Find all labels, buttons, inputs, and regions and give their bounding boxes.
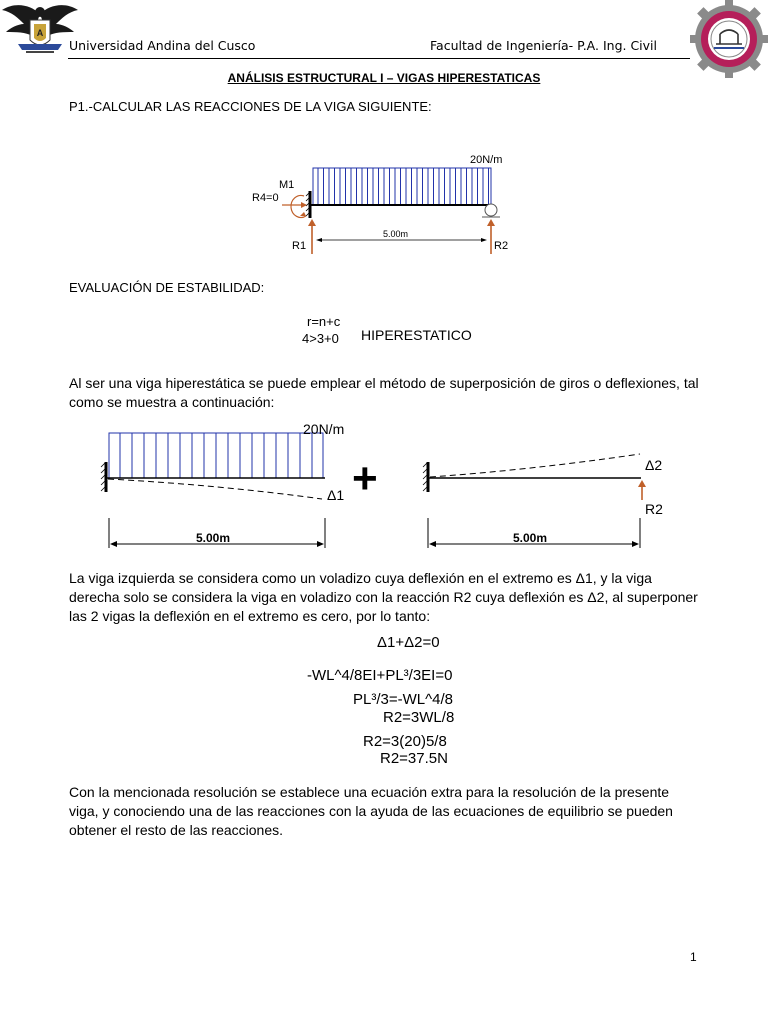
load-label: 20N/m	[470, 154, 503, 166]
moment-label: M1	[279, 179, 295, 191]
page-number: 1	[690, 950, 697, 964]
stability-formula: r=n+c	[307, 314, 341, 329]
r2-label: R2	[494, 240, 509, 252]
r1-label: R1	[292, 240, 307, 252]
deflection-right	[430, 454, 640, 477]
span-right-label: 5.00m	[513, 531, 548, 545]
header-faculty: Facultad de Ingeniería- P.A. Ing. Civil	[430, 38, 657, 53]
paragraph-explanation: La viga izquierda se considera como un voladizo cuya deflexión en el extremo es Δ1, y la viga derecha solo se considera la viga en voladizo con la reacción R2 cuya deflexión es Δ2, al superponer las 2 vigas la deflexión en el extremo es cero, por lo tanto:	[69, 570, 698, 624]
span-label: 5.00m	[383, 229, 409, 239]
equation-5: R2=3(20)5/8	[363, 733, 447, 750]
equation-6: R2=37.5N	[380, 750, 448, 767]
r2-label-2: R2	[645, 501, 663, 517]
stability-heading: EVALUACIÓN DE ESTABILIDAD:	[69, 280, 265, 295]
deflection-left	[108, 479, 322, 499]
page-title: ANÁLISIS ESTRUCTURAL I – VIGAS HIPERESTATICAS	[227, 71, 541, 85]
header-university: Universidad Andina del Cusco	[69, 38, 256, 53]
delta1-label: Δ1	[327, 487, 345, 503]
equation-2: -WL^4/8EI+PL³/3EI=0	[307, 667, 453, 684]
load-label-2: 20N/m	[303, 421, 345, 437]
distributed-load-left	[109, 433, 323, 478]
plus-sign: +	[352, 454, 378, 503]
equation-4: R2=3WL/8	[383, 709, 455, 726]
paragraph-conclusion: Con la mencionada resolución se establece una ecuación extra para la resolución de la presente viga, y conociendo una de las reacciones con la ayuda de las ecuaciones de equilibrio se pueden obtener el resto de las reacciones.	[69, 784, 673, 838]
problem-statement: P1.-CALCULAR LAS REACCIONES DE LA VIGA SIGUIENTE:	[69, 99, 432, 114]
span-left-label: 5.00m	[196, 531, 231, 545]
equation-1: Δ1+Δ2=0	[377, 634, 440, 651]
equation-3: PL³/3=-WL^4/8	[353, 691, 453, 708]
stability-result: HIPERESTATICO	[361, 327, 472, 343]
paragraph-superposition: Al ser una viga hiperestática se puede emplear el método de superposición de giros o deflexiones, tal como se muestra a continuación:	[69, 375, 699, 410]
svg-text:A: A	[36, 28, 44, 38]
stability-values: 4>3+0	[302, 331, 339, 346]
r4-label: R4=0	[252, 192, 279, 204]
delta2-label: Δ2	[645, 457, 663, 473]
